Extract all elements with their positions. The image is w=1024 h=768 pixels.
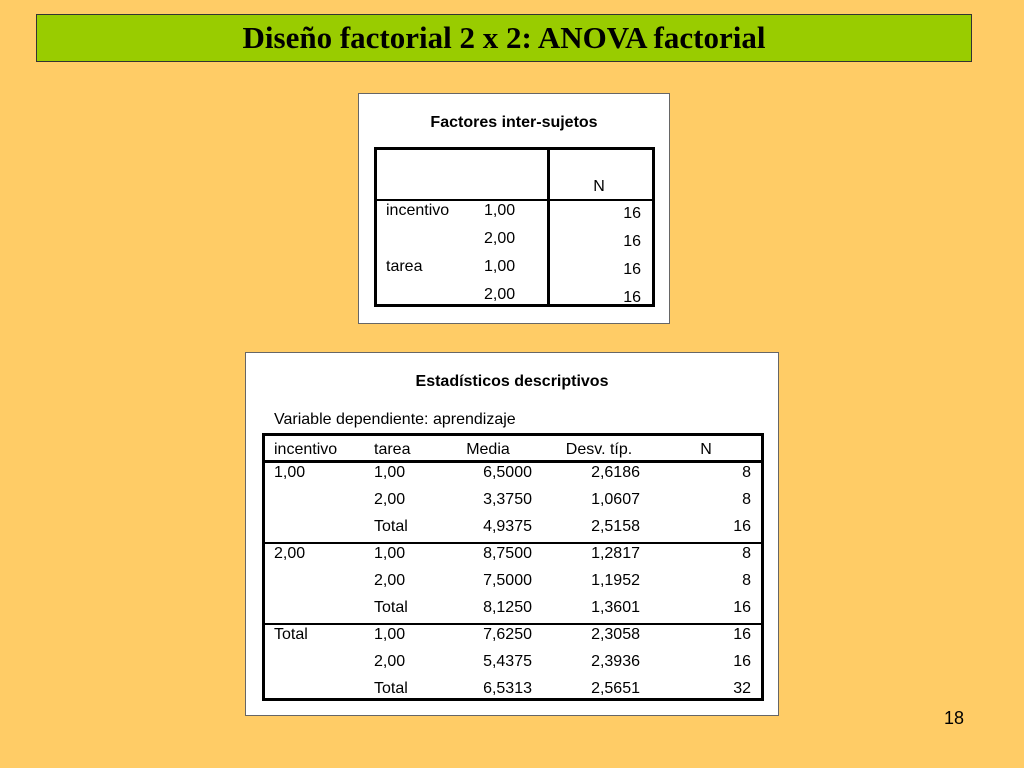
media-value: 3,3750: [483, 491, 532, 508]
page-number: 18: [944, 708, 965, 728]
n-value: 8: [742, 491, 751, 508]
n-value: 16: [733, 518, 751, 535]
n-value: 32: [733, 680, 751, 697]
header-desv: Desv. típ.: [565, 441, 633, 458]
slide-title-bar: [36, 14, 972, 62]
media-value: 8,1250: [483, 599, 532, 616]
desv-value: 2,3936: [591, 653, 640, 670]
tarea-value: 2,00: [374, 653, 406, 670]
media-value: 6,5000: [483, 464, 532, 481]
n-value: 8: [742, 545, 751, 562]
tarea-value: 1,00: [374, 626, 406, 643]
desv-value: 1,1952: [591, 572, 640, 589]
n-value: 16: [623, 261, 641, 278]
n-value: 16: [733, 653, 751, 670]
slide-title: Diseño factorial 2 x 2: ANOVA factorial: [242, 20, 766, 55]
desv-value: 2,3058: [591, 626, 640, 643]
media-value: 7,5000: [483, 572, 532, 589]
incentivo-value: 1,00: [274, 464, 306, 481]
desv-value: 2,6186: [591, 464, 640, 481]
desv-value: 1,0607: [591, 491, 640, 508]
desv-value: 1,3601: [591, 599, 640, 616]
media-value: 4,9375: [483, 518, 532, 535]
factor-label: tarea: [386, 258, 423, 275]
level-value: 1,00: [484, 258, 516, 275]
header-rule: [262, 460, 764, 463]
level-value: 2,00: [484, 286, 516, 303]
media-value: 6,5313: [483, 680, 532, 697]
group-divider: [262, 542, 764, 544]
n-value: 16: [623, 289, 641, 306]
media-value: 5,4375: [483, 653, 532, 670]
tarea-value: 1,00: [374, 464, 406, 481]
desv-value: 2,5158: [591, 518, 640, 535]
table-divider: [547, 147, 550, 307]
tarea-value: 2,00: [374, 491, 406, 508]
media-value: 7,6250: [483, 626, 532, 643]
between-subjects-title: Factores inter-sujetos: [430, 114, 598, 131]
tarea-value: 1,00: [374, 545, 406, 562]
between-subjects-panel: [358, 93, 670, 324]
column-header-n: N: [593, 178, 605, 195]
group-divider: [262, 623, 764, 625]
level-value: 2,00: [484, 230, 516, 247]
n-value: 8: [742, 572, 751, 589]
header-n: N: [700, 441, 712, 458]
level-value: 1,00: [484, 202, 516, 219]
header-tarea: tarea: [374, 441, 411, 458]
factor-label: incentivo: [386, 202, 450, 219]
n-value: 16: [623, 233, 641, 250]
header-rule: [374, 199, 655, 201]
desv-value: 1,2817: [591, 545, 640, 562]
n-value: 16: [733, 626, 751, 643]
desv-value: 2,5651: [591, 680, 640, 697]
n-value: 16: [733, 599, 751, 616]
descriptives-panel: [245, 352, 779, 716]
descriptives-title: Estadísticos descriptivos: [415, 373, 609, 390]
tarea-value: 2,00: [374, 572, 406, 589]
between-subjects-table: [374, 147, 655, 307]
tarea-value: Total: [374, 599, 408, 616]
tarea-value: Total: [374, 680, 408, 697]
n-value: 8: [742, 464, 751, 481]
header-incentivo: incentivo: [274, 441, 338, 458]
tarea-value: Total: [374, 518, 408, 535]
incentivo-value: Total: [274, 626, 308, 643]
dependent-variable-label: Variable dependiente: aprendizaje: [274, 411, 516, 428]
n-value: 16: [623, 205, 641, 222]
incentivo-value: 2,00: [274, 545, 306, 562]
media-value: 8,7500: [483, 545, 532, 562]
header-media: Media: [466, 441, 510, 458]
